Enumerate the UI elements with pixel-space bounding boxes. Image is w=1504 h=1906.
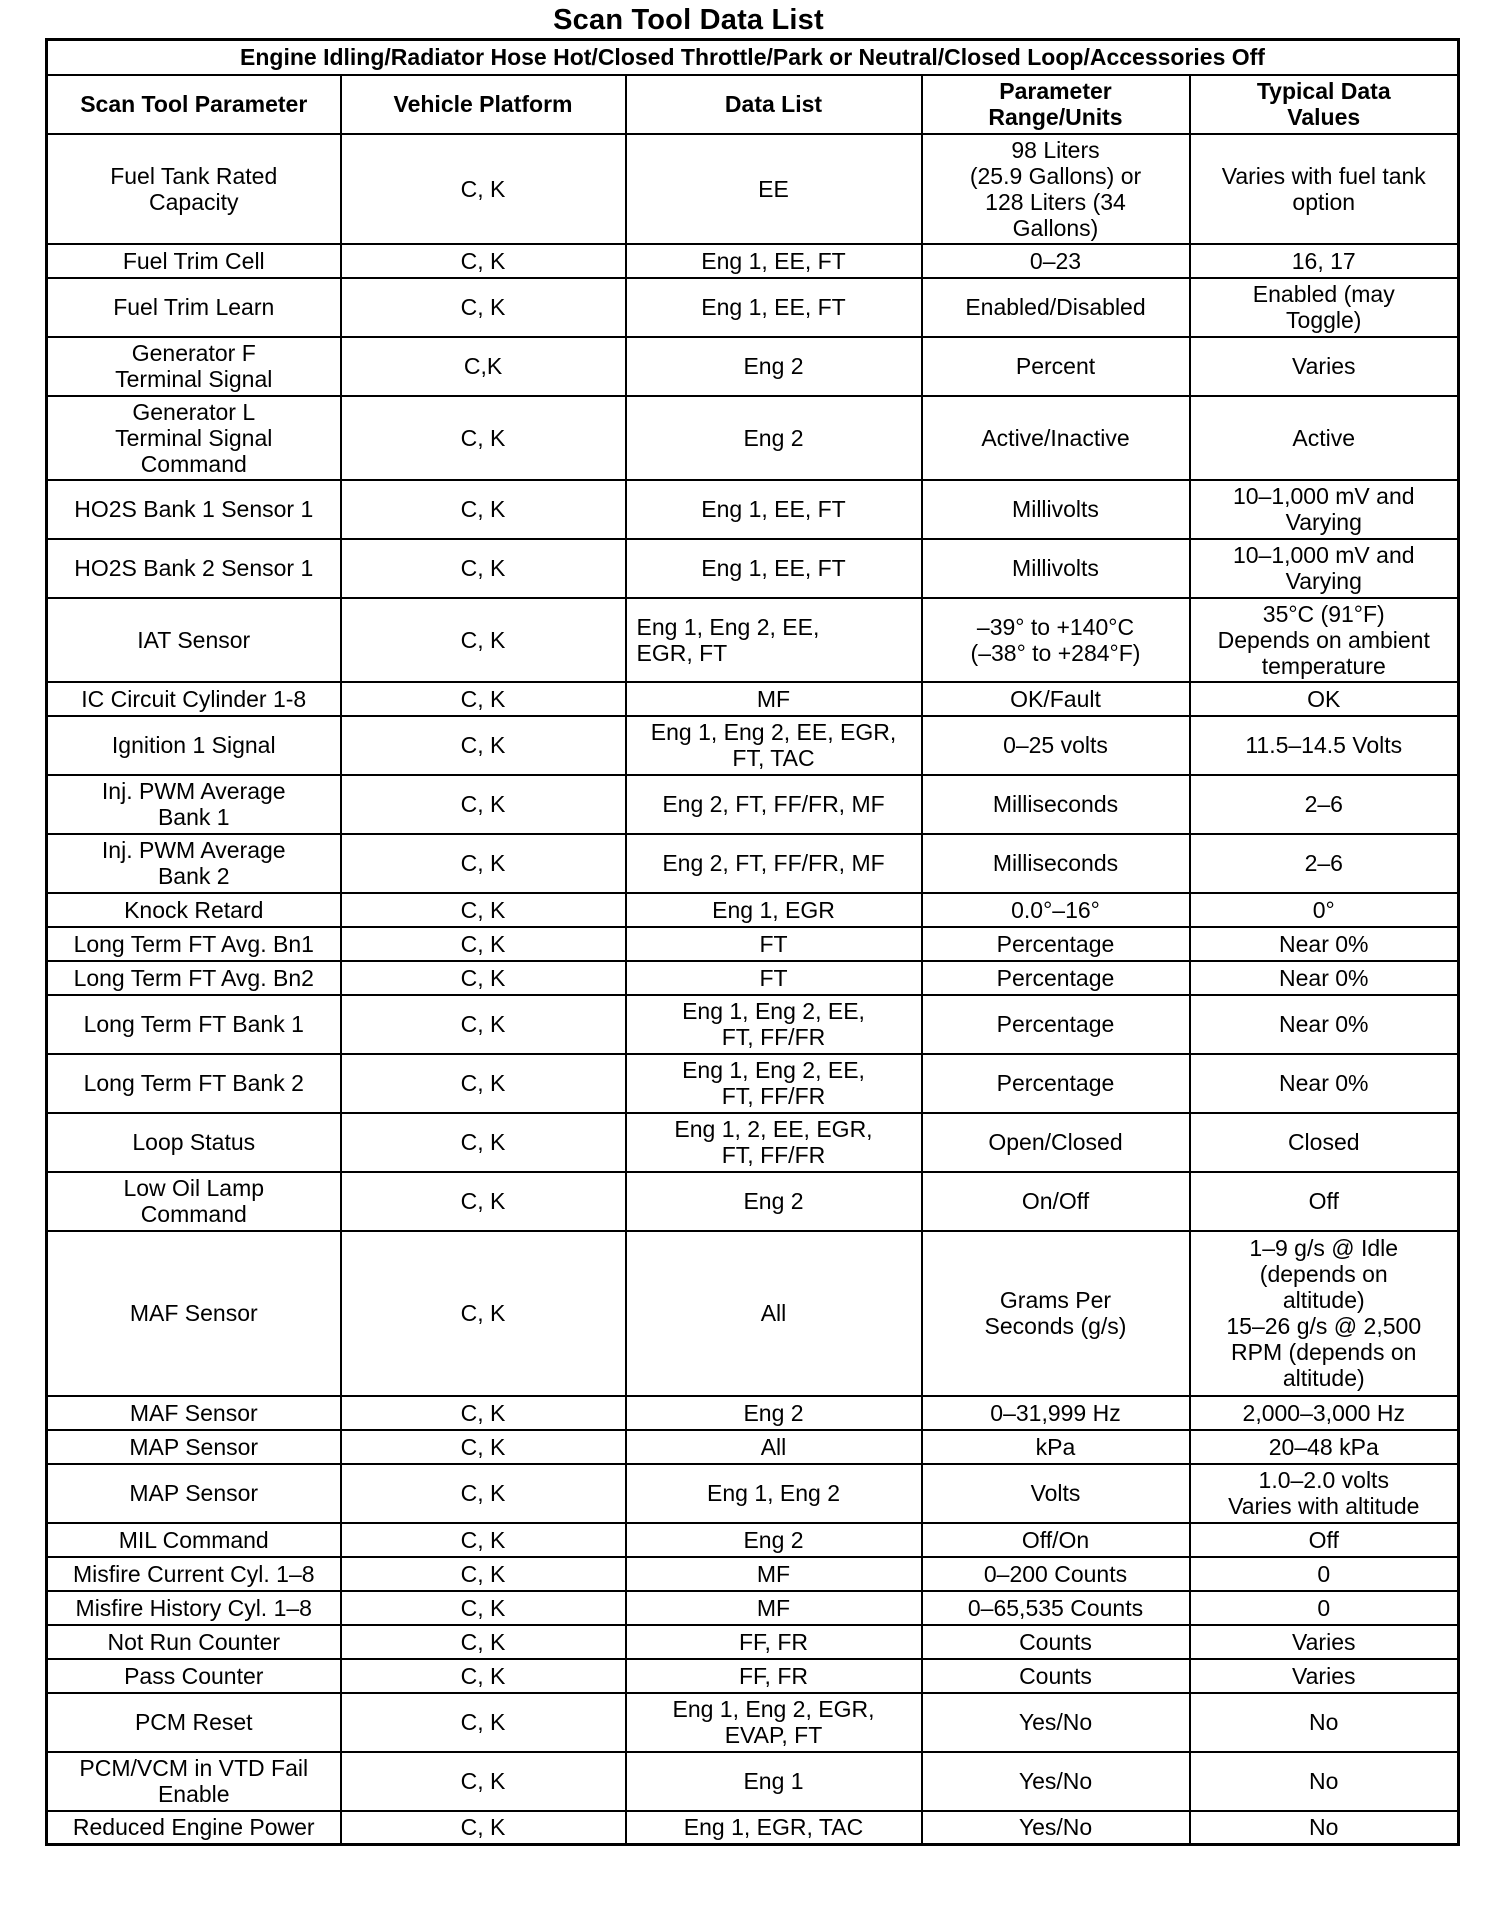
typical-value-cell: 2–6 <box>1190 834 1459 893</box>
range-cell: 0–23 <box>922 244 1190 278</box>
platform-cell: C, K <box>341 244 626 278</box>
data-list-cell: Eng 1, EE, FT <box>626 278 922 337</box>
platform-cell: C, K <box>341 539 626 598</box>
data-list-cell: Eng 1, EE, FT <box>626 539 922 598</box>
range-cell: 0–65,535 Counts <box>922 1591 1190 1625</box>
data-list-cell: Eng 2 <box>626 1172 922 1231</box>
typical-value-cell: Varies <box>1190 1625 1459 1659</box>
parameter-cell: Not Run Counter <box>47 1625 341 1659</box>
table-row <box>47 1811 1459 1845</box>
table-row <box>47 134 1459 244</box>
parameter-cell: Misfire History Cyl. 1–8 <box>47 1591 341 1625</box>
table-row <box>47 539 1459 598</box>
typical-value-cell: 1–9 g/s @ Idle (depends on altitude) 15–26 g/s @ 2,500 RPM (depends on altitude) <box>1190 1231 1459 1396</box>
table-row <box>47 1523 1459 1557</box>
platform-cell: C,K <box>341 337 626 396</box>
parameter-cell: Misfire Current Cyl. 1–8 <box>47 1557 341 1591</box>
typical-value-cell: Near 0% <box>1190 995 1459 1054</box>
data-list-cell: Eng 1, Eng 2 <box>626 1464 922 1523</box>
table-row <box>47 1693 1459 1752</box>
typical-value-cell: 0 <box>1190 1591 1459 1625</box>
data-list-cell: MF <box>626 682 922 716</box>
platform-cell: C, K <box>341 1752 626 1811</box>
data-list-cell: EE <box>626 134 922 244</box>
range-cell: Enabled/Disabled <box>922 278 1190 337</box>
data-list-cell: Eng 1, EGR, TAC <box>626 1811 922 1845</box>
range-cell: Percentage <box>922 961 1190 995</box>
data-list-cell: Eng 2, FT, FF/FR, MF <box>626 775 922 834</box>
range-cell: Millivolts <box>922 539 1190 598</box>
page-title: Scan Tool Data List <box>553 4 824 36</box>
platform-cell: C, K <box>341 995 626 1054</box>
table-body <box>47 134 1459 1845</box>
typical-value-cell: Closed <box>1190 1113 1459 1172</box>
table-row <box>47 775 1459 834</box>
platform-cell: C, K <box>341 716 626 775</box>
parameter-cell: MIL Command <box>47 1523 341 1557</box>
parameter-cell: MAP Sensor <box>47 1430 341 1464</box>
typical-value-cell: Varies <box>1190 1659 1459 1693</box>
data-list-cell: Eng 1, Eng 2, EE, FT, FF/FR <box>626 995 922 1054</box>
data-list-cell: FT <box>626 927 922 961</box>
range-cell: Active/Inactive <box>922 396 1190 480</box>
typical-value-cell: 0° <box>1190 893 1459 927</box>
data-list-cell: Eng 2 <box>626 1396 922 1430</box>
data-list-cell: FF, FR <box>626 1659 922 1693</box>
platform-cell: C, K <box>341 1396 626 1430</box>
typical-value-cell: 11.5–14.5 Volts <box>1190 716 1459 775</box>
data-list-cell: Eng 2 <box>626 396 922 480</box>
parameter-cell: Long Term FT Bank 1 <box>47 995 341 1054</box>
platform-cell: C, K <box>341 1693 626 1752</box>
typical-value-cell: No <box>1190 1752 1459 1811</box>
table-row <box>47 1172 1459 1231</box>
parameter-cell: MAP Sensor <box>47 1464 341 1523</box>
table-row <box>47 893 1459 927</box>
range-cell: Off/On <box>922 1523 1190 1557</box>
data-list-cell: Eng 1, EE, FT <box>626 244 922 278</box>
data-list-cell: Eng 1, Eng 2, EE, EGR, FT <box>626 598 922 682</box>
platform-cell: C, K <box>341 682 626 716</box>
range-cell: 0.0°–16° <box>922 893 1190 927</box>
table-row <box>47 834 1459 893</box>
typical-value-cell: 2,000–3,000 Hz <box>1190 1396 1459 1430</box>
platform-cell: C, K <box>341 1659 626 1693</box>
table-row <box>47 961 1459 995</box>
platform-cell: C, K <box>341 134 626 244</box>
range-cell: Millivolts <box>922 480 1190 539</box>
parameter-cell: MAF Sensor <box>47 1396 341 1430</box>
column-header-typical: Typical Data Values <box>1190 75 1459 134</box>
table-row <box>47 1113 1459 1172</box>
platform-cell: C, K <box>341 1113 626 1172</box>
table-row <box>47 1231 1459 1396</box>
platform-cell: C, K <box>341 1231 626 1396</box>
table-row <box>47 682 1459 716</box>
platform-cell: C, K <box>341 396 626 480</box>
parameter-cell: MAF Sensor <box>47 1231 341 1396</box>
range-cell: Percentage <box>922 995 1190 1054</box>
parameter-cell: Inj. PWM Average Bank 2 <box>47 834 341 893</box>
range-cell: Grams Per Seconds (g/s) <box>922 1231 1190 1396</box>
table-row <box>47 1396 1459 1430</box>
data-list-cell: MF <box>626 1557 922 1591</box>
table-row <box>47 995 1459 1054</box>
parameter-cell: Long Term FT Bank 2 <box>47 1054 341 1113</box>
typical-value-cell: Varies with fuel tank option <box>1190 134 1459 244</box>
data-list-cell: Eng 1, EE, FT <box>626 480 922 539</box>
parameter-cell: Low Oil Lamp Command <box>47 1172 341 1231</box>
parameter-cell: Reduced Engine Power <box>47 1811 341 1845</box>
range-cell: Volts <box>922 1464 1190 1523</box>
table-row <box>47 716 1459 775</box>
range-cell: Counts <box>922 1659 1190 1693</box>
range-cell: OK/Fault <box>922 682 1190 716</box>
table-row <box>47 1054 1459 1113</box>
range-cell: On/Off <box>922 1172 1190 1231</box>
typical-value-cell: 2–6 <box>1190 775 1459 834</box>
platform-cell: C, K <box>341 927 626 961</box>
data-list-cell: Eng 2 <box>626 1523 922 1557</box>
table-row <box>47 1625 1459 1659</box>
parameter-cell: Loop Status <box>47 1113 341 1172</box>
range-cell: Yes/No <box>922 1752 1190 1811</box>
platform-cell: C, K <box>341 278 626 337</box>
column-header-parameter: Scan Tool Parameter <box>47 75 341 134</box>
range-cell: Yes/No <box>922 1693 1190 1752</box>
data-list-cell: Eng 2, FT, FF/FR, MF <box>626 834 922 893</box>
data-list-cell: Eng 1, Eng 2, EGR, EVAP, FT <box>626 1693 922 1752</box>
table-row <box>47 1557 1459 1591</box>
data-list-cell: Eng 1, Eng 2, EE, EGR, FT, TAC <box>626 716 922 775</box>
parameter-cell: Generator L Terminal Signal Command <box>47 396 341 480</box>
platform-cell: C, K <box>341 1557 626 1591</box>
typical-value-cell: 10–1,000 mV and Varying <box>1190 480 1459 539</box>
table-row <box>47 1591 1459 1625</box>
range-cell: 0–200 Counts <box>922 1557 1190 1591</box>
range-cell: Milliseconds <box>922 775 1190 834</box>
platform-cell: C, K <box>341 893 626 927</box>
column-header-range: Parameter Range/Units <box>922 75 1190 134</box>
range-cell: 0–31,999 Hz <box>922 1396 1190 1430</box>
parameter-cell: Fuel Trim Learn <box>47 278 341 337</box>
typical-value-cell: 10–1,000 mV and Varying <box>1190 539 1459 598</box>
platform-cell: C, K <box>341 1523 626 1557</box>
column-header-data-list: Data List <box>626 75 922 134</box>
table-row <box>47 337 1459 396</box>
data-list-cell: Eng 1, 2, EE, EGR, FT, FF/FR <box>626 1113 922 1172</box>
parameter-cell: Knock Retard <box>47 893 341 927</box>
typical-value-cell: Near 0% <box>1190 961 1459 995</box>
data-list-cell: Eng 1, Eng 2, EE, FT, FF/FR <box>626 1054 922 1113</box>
data-list-cell: MF <box>626 1591 922 1625</box>
parameter-cell: IAT Sensor <box>47 598 341 682</box>
typical-value-cell: Enabled (may Toggle) <box>1190 278 1459 337</box>
typical-value-cell: Active <box>1190 396 1459 480</box>
typical-value-cell: No <box>1190 1811 1459 1845</box>
platform-cell: C, K <box>341 1054 626 1113</box>
typical-value-cell: 20–48 kPa <box>1190 1430 1459 1464</box>
platform-cell: C, K <box>341 1172 626 1231</box>
data-list-cell: Eng 1 <box>626 1752 922 1811</box>
table-row <box>47 1659 1459 1693</box>
data-list-cell: Eng 1, EGR <box>626 893 922 927</box>
range-cell: Counts <box>922 1625 1190 1659</box>
typical-value-cell: Near 0% <box>1190 1054 1459 1113</box>
parameter-cell: PCM/VCM in VTD Fail Enable <box>47 1752 341 1811</box>
typical-value-cell: 0 <box>1190 1557 1459 1591</box>
parameter-cell: Pass Counter <box>47 1659 341 1693</box>
table-row <box>47 927 1459 961</box>
table-row <box>47 278 1459 337</box>
parameter-cell: Fuel Tank Rated Capacity <box>47 134 341 244</box>
range-cell: Percent <box>922 337 1190 396</box>
column-header-row <box>47 75 1459 134</box>
table-row <box>47 1752 1459 1811</box>
conditions-row <box>47 40 1459 75</box>
platform-cell: C, K <box>341 598 626 682</box>
range-cell: Yes/No <box>922 1811 1190 1845</box>
typical-value-cell: 16, 17 <box>1190 244 1459 278</box>
platform-cell: C, K <box>341 480 626 539</box>
platform-cell: C, K <box>341 961 626 995</box>
platform-cell: C, K <box>341 1591 626 1625</box>
typical-value-cell: Near 0% <box>1190 927 1459 961</box>
typical-value-cell: 1.0–2.0 volts Varies with altitude <box>1190 1464 1459 1523</box>
table-row <box>47 480 1459 539</box>
column-header-platform: Vehicle Platform <box>341 75 626 134</box>
platform-cell: C, K <box>341 1430 626 1464</box>
range-cell: Percentage <box>922 1054 1190 1113</box>
range-cell: Milliseconds <box>922 834 1190 893</box>
parameter-cell: Inj. PWM Average Bank 1 <box>47 775 341 834</box>
typical-value-cell: Off <box>1190 1172 1459 1231</box>
data-list-cell: FF, FR <box>626 1625 922 1659</box>
scan-tool-data-table <box>45 38 1460 1846</box>
data-list-cell: Eng 2 <box>626 337 922 396</box>
typical-value-cell: OK <box>1190 682 1459 716</box>
range-cell: –39° to +140°C (–38° to +284°F) <box>922 598 1190 682</box>
platform-cell: C, K <box>341 1625 626 1659</box>
parameter-cell: Long Term FT Avg. Bn2 <box>47 961 341 995</box>
typical-value-cell: 35°C (91°F) Depends on ambient temperature <box>1190 598 1459 682</box>
data-list-cell: All <box>626 1231 922 1396</box>
parameter-cell: IC Circuit Cylinder 1-8 <box>47 682 341 716</box>
platform-cell: C, K <box>341 775 626 834</box>
parameter-cell: PCM Reset <box>47 1693 341 1752</box>
typical-value-cell: No <box>1190 1693 1459 1752</box>
typical-value-cell: Varies <box>1190 337 1459 396</box>
parameter-cell: HO2S Bank 1 Sensor 1 <box>47 480 341 539</box>
range-cell: Open/Closed <box>922 1113 1190 1172</box>
range-cell: Percentage <box>922 927 1190 961</box>
data-list-cell: All <box>626 1430 922 1464</box>
parameter-cell: Generator F Terminal Signal <box>47 337 341 396</box>
platform-cell: C, K <box>341 834 626 893</box>
typical-value-cell: Off <box>1190 1523 1459 1557</box>
table-row <box>47 396 1459 480</box>
parameter-cell: Long Term FT Avg. Bn1 <box>47 927 341 961</box>
parameter-cell: Fuel Trim Cell <box>47 244 341 278</box>
conditions-header: Engine Idling/Radiator Hose Hot/Closed Throttle/Park or Neutral/Closed Loop/Accessories Off <box>47 40 1459 75</box>
parameter-cell: Ignition 1 Signal <box>47 716 341 775</box>
parameter-cell: HO2S Bank 2 Sensor 1 <box>47 539 341 598</box>
table-row <box>47 1430 1459 1464</box>
table-row <box>47 1464 1459 1523</box>
range-cell: 0–25 volts <box>922 716 1190 775</box>
platform-cell: C, K <box>341 1811 626 1845</box>
table-row <box>47 598 1459 682</box>
data-list-cell: FT <box>626 961 922 995</box>
range-cell: 98 Liters (25.9 Gallons) or 128 Liters (34 Gallons) <box>922 134 1190 244</box>
table-row <box>47 244 1459 278</box>
platform-cell: C, K <box>341 1464 626 1523</box>
range-cell: kPa <box>922 1430 1190 1464</box>
